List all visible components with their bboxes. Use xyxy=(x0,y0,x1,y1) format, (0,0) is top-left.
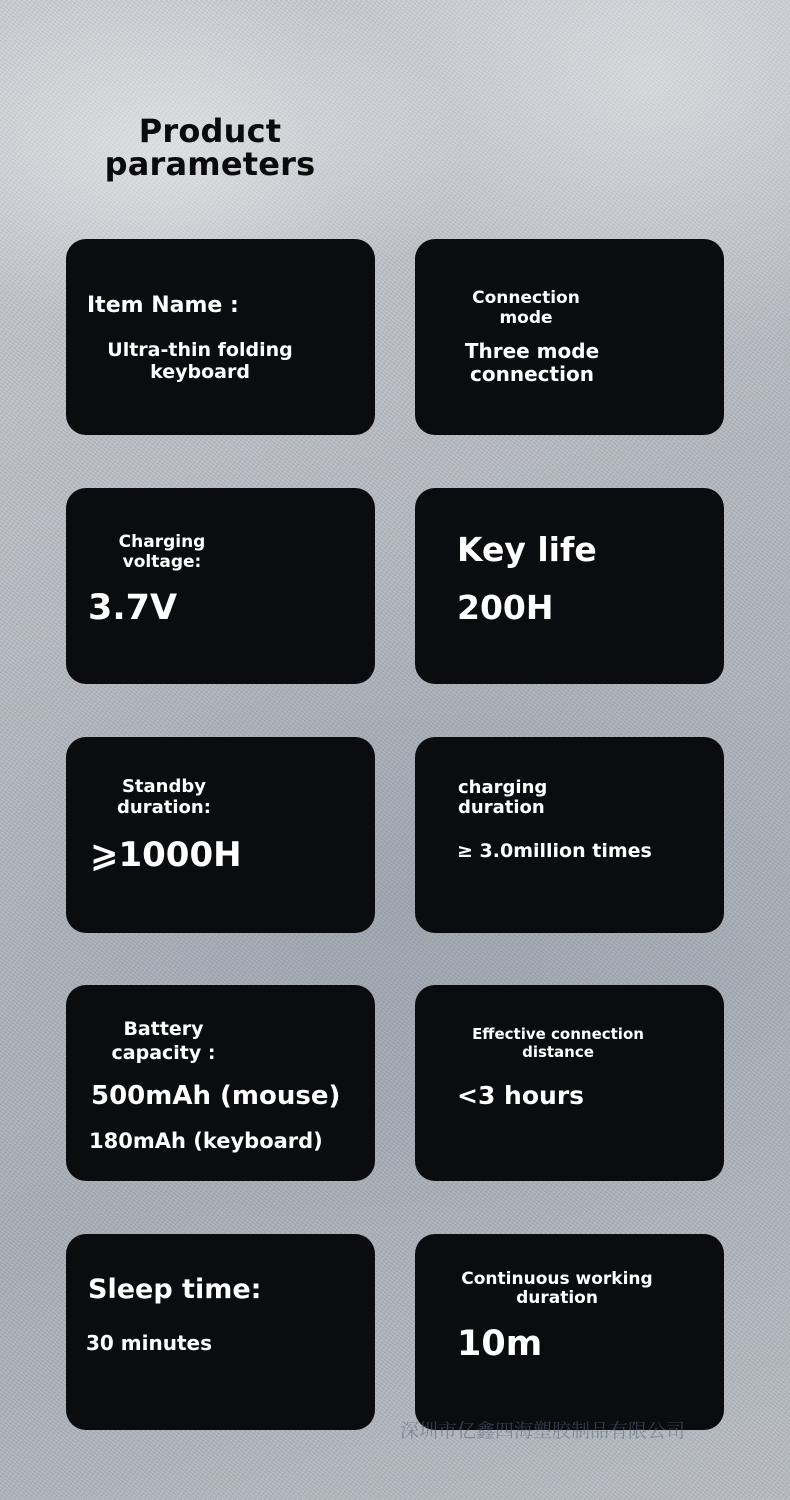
effective-connection-distance-value: <3 hours xyxy=(457,1081,585,1110)
standby-duration-label-line2: duration: xyxy=(117,797,211,818)
charging-voltage-label-line2: voltage: xyxy=(122,552,202,572)
effective-connection-distance-label-line1: Effective connection xyxy=(472,1025,644,1043)
continuous-working-duration-label-line1: Continuous working xyxy=(461,1269,653,1289)
card-key-life xyxy=(415,488,724,684)
standby-duration-value: ⩾1000H xyxy=(90,835,242,875)
charging-duration-label-line1: charging xyxy=(458,777,548,798)
connection-mode-value-line1: Three mode xyxy=(464,339,600,363)
page-title-line1: Product xyxy=(138,112,282,150)
battery-capacity-value-line1: 500mAh (mouse) xyxy=(91,1081,341,1111)
page-title xyxy=(80,112,340,183)
item-name-label: Item Name : xyxy=(87,293,239,318)
battery-capacity-label-line1: Battery xyxy=(123,1018,204,1040)
charging-duration-value: ≥ 3.0million times xyxy=(457,840,652,862)
watermark: 深圳市亿鑫四海塑胶制品有限公司 xyxy=(400,1420,686,1442)
key-life-label: Key life xyxy=(457,530,597,569)
card-charging-voltage xyxy=(66,488,375,684)
connection-mode-label-line1: Connection xyxy=(472,288,580,308)
charging-voltage-label-line1: Charging xyxy=(118,532,206,552)
page-title-line2: parameters xyxy=(104,145,316,183)
card-charging-duration xyxy=(415,737,724,933)
card-effective-connection-distance xyxy=(415,985,724,1181)
continuous-working-duration-label-line2: duration xyxy=(516,1288,598,1308)
sleep-time-label: Sleep time: xyxy=(88,1274,262,1305)
charging-duration-label-line2: duration xyxy=(458,797,545,818)
item-name-value-line1: Ultra-thin folding xyxy=(107,339,293,361)
connection-mode-value-line2: connection xyxy=(470,362,594,386)
continuous-working-duration-value: 10m xyxy=(457,1324,543,1364)
card-connection-mode xyxy=(415,239,724,435)
standby-duration-label-line1: Standby xyxy=(121,776,207,797)
card-standby-duration xyxy=(66,737,375,933)
card-continuous-working-duration xyxy=(415,1234,724,1430)
card-item-name xyxy=(66,239,375,435)
item-name-value-line2: keyboard xyxy=(150,361,250,383)
connection-mode-label-line2: mode xyxy=(499,308,553,328)
charging-voltage-value: 3.7V xyxy=(88,588,178,628)
battery-capacity-value-line2: 180mAh (keyboard) xyxy=(89,1129,323,1153)
sleep-time-value: 30 minutes xyxy=(86,1331,212,1355)
card-sleep-time xyxy=(66,1234,375,1430)
card-battery-capacity xyxy=(66,985,375,1181)
effective-connection-distance-label-line2: distance xyxy=(522,1043,594,1061)
battery-capacity-label-line2: capacity : xyxy=(111,1042,216,1064)
key-life-value: 200H xyxy=(457,588,554,627)
